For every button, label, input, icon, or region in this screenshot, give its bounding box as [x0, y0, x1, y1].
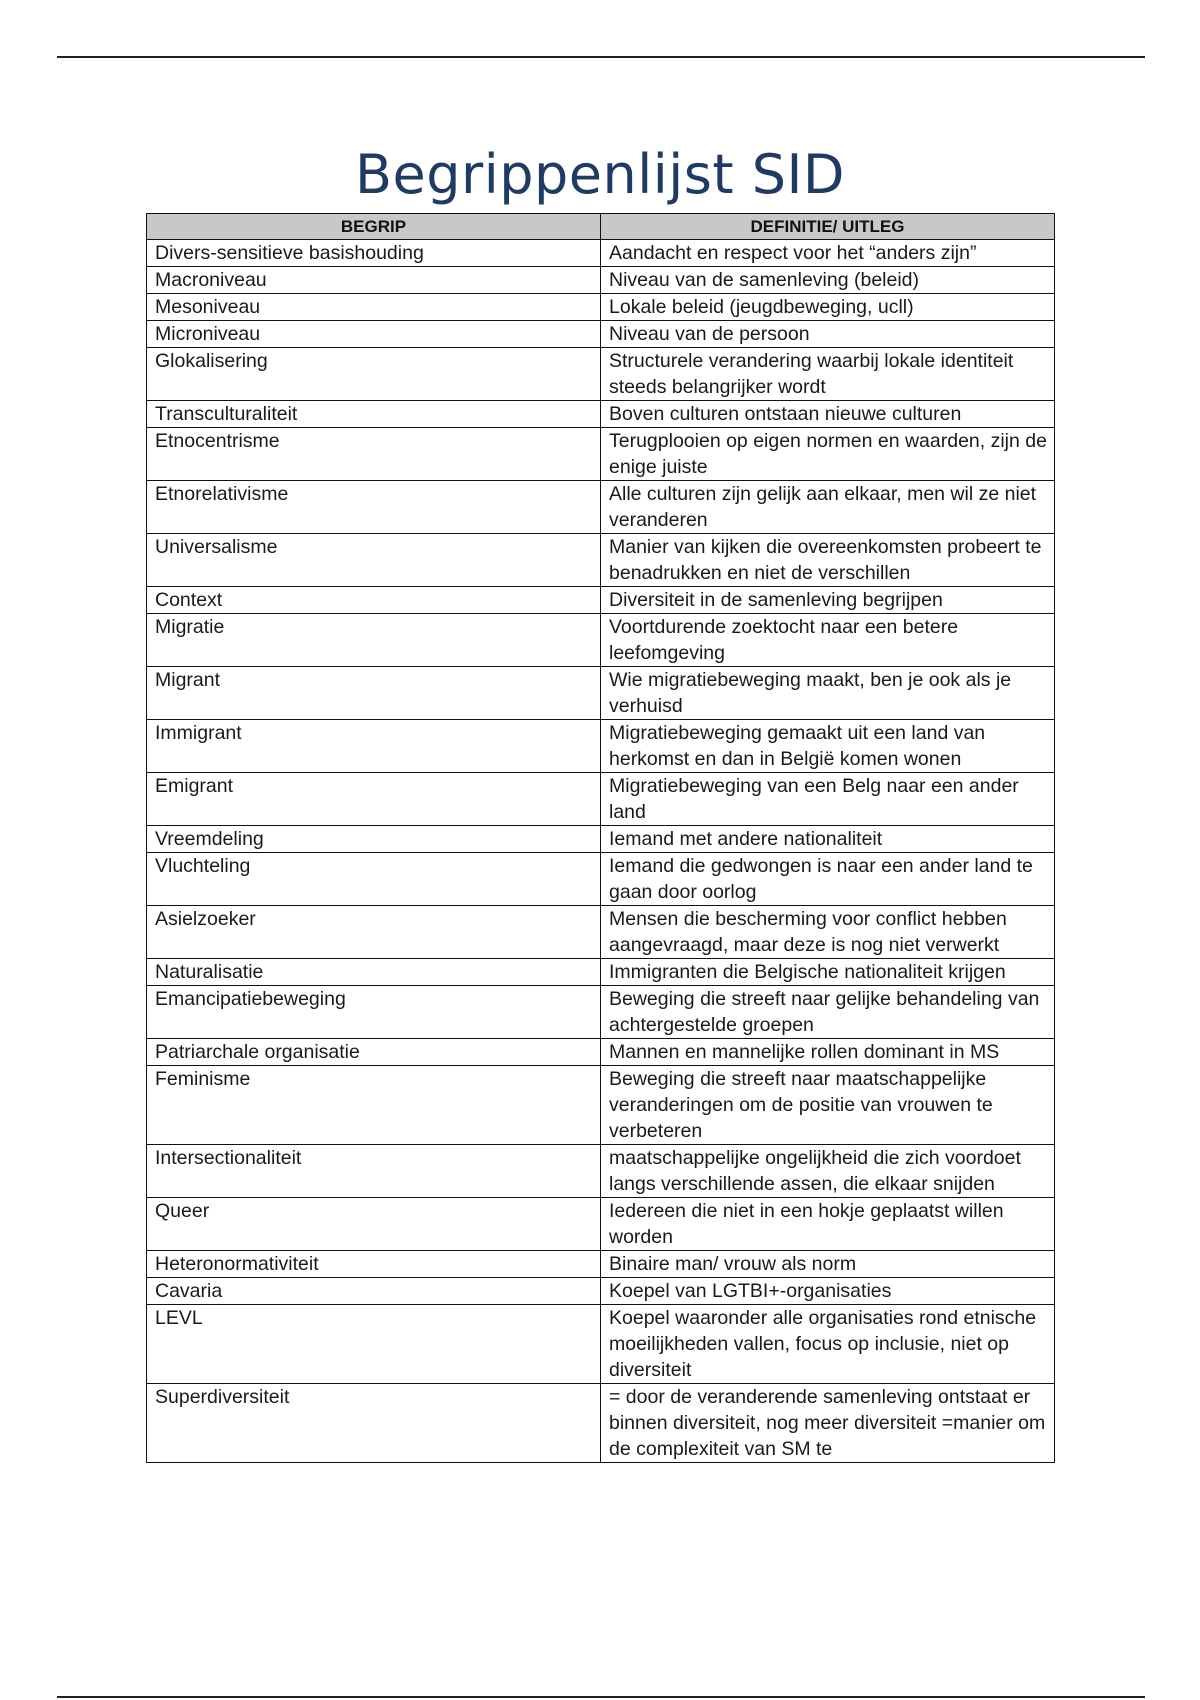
table-row: [147, 1305, 1055, 1384]
term-cell: Asielzoeker: [147, 906, 601, 959]
term-cell: Transculturaliteit: [147, 401, 601, 428]
table-row: [147, 959, 1055, 986]
term-cell: Mesoniveau: [147, 294, 601, 321]
table-row: [147, 294, 1055, 321]
table-row: [147, 667, 1055, 720]
definition-cell: Mensen die bescherming voor conflict hebben aangevraagd, maar deze is nog niet verwerkt: [601, 906, 1055, 959]
definition-cell: Koepel van LGTBI+-organisaties: [601, 1278, 1055, 1305]
table-row: [147, 481, 1055, 534]
table-row: [147, 401, 1055, 428]
definition-cell: Immigranten die Belgische nationaliteit krijgen: [601, 959, 1055, 986]
table-row: [147, 1278, 1055, 1305]
definition-cell: Structurele verandering waarbij lokale identiteit steeds belangrijker wordt: [601, 348, 1055, 401]
table-row: [147, 1384, 1055, 1463]
definition-cell: Boven culturen ontstaan nieuwe culturen: [601, 401, 1055, 428]
table-row: [147, 986, 1055, 1039]
term-cell: Heteronormativiteit: [147, 1251, 601, 1278]
definition-cell: Voortdurende zoektocht naar een betere leefomgeving: [601, 614, 1055, 667]
term-cell: Superdiversiteit: [147, 1384, 601, 1463]
definition-cell: Lokale beleid (jeugdbeweging, ucll): [601, 294, 1055, 321]
definition-cell: Niveau van de samenleving (beleid): [601, 267, 1055, 294]
definition-cell: Niveau van de persoon: [601, 321, 1055, 348]
table-header-row: [147, 214, 1055, 240]
term-cell: Glokalisering: [147, 348, 601, 401]
table-row: [147, 1251, 1055, 1278]
definition-cell: Migratiebeweging van een Belg naar een ander land: [601, 773, 1055, 826]
definition-cell: Beweging die streeft naar maatschappelijke veranderingen om de positie van vrouwen te verbeteren: [601, 1066, 1055, 1145]
term-cell: Emigrant: [147, 773, 601, 826]
table-row: [147, 428, 1055, 481]
term-cell: Cavaria: [147, 1278, 601, 1305]
column-header-definition: DEFINITIE/ UITLEG: [601, 214, 1055, 240]
term-cell: Context: [147, 587, 601, 614]
term-cell: Etnocentrisme: [147, 428, 601, 481]
table-row: [147, 826, 1055, 853]
table-row: [147, 321, 1055, 348]
term-cell: Migrant: [147, 667, 601, 720]
table-row: [147, 906, 1055, 959]
term-cell: Universalisme: [147, 534, 601, 587]
table-row: [147, 1145, 1055, 1198]
term-cell: Migratie: [147, 614, 601, 667]
term-cell: Etnorelativisme: [147, 481, 601, 534]
term-cell: Microniveau: [147, 321, 601, 348]
table-row: [147, 240, 1055, 267]
header-rule: [57, 56, 1145, 58]
table-row: [147, 614, 1055, 667]
term-cell: Emancipatiebeweging: [147, 986, 601, 1039]
term-cell: Intersectionaliteit: [147, 1145, 601, 1198]
term-cell: Queer: [147, 1198, 601, 1251]
table-row: [147, 267, 1055, 294]
table-row: [147, 773, 1055, 826]
definition-cell: Mannen en mannelijke rollen dominant in MS: [601, 1039, 1055, 1066]
term-cell: Patriarchale organisatie: [147, 1039, 601, 1066]
table-row: [147, 1198, 1055, 1251]
term-cell: Naturalisatie: [147, 959, 601, 986]
table-row: [147, 1039, 1055, 1066]
definition-cell: Diversiteit in de samenleving begrijpen: [601, 587, 1055, 614]
page-title: Begrippenlijst SID: [354, 143, 846, 206]
definition-cell: Iedereen die niet in een hokje geplaatst willen worden: [601, 1198, 1055, 1251]
table-row: [147, 853, 1055, 906]
term-cell: LEVL: [147, 1305, 601, 1384]
definition-cell: Iemand met andere nationaliteit: [601, 826, 1055, 853]
definition-cell: Manier van kijken die overeenkomsten probeert te benadrukken en niet de verschillen: [601, 534, 1055, 587]
table-row: [147, 1066, 1055, 1145]
term-cell: Macroniveau: [147, 267, 601, 294]
definition-cell: Migratiebeweging gemaakt uit een land van herkomst en dan in België komen wonen: [601, 720, 1055, 773]
glossary-body: [147, 240, 1055, 1463]
table-row: [147, 348, 1055, 401]
definition-cell: Aandacht en respect voor het “anders zijn”: [601, 240, 1055, 267]
footer-rule: [57, 1696, 1145, 1698]
table-row: [147, 587, 1055, 614]
term-cell: Immigrant: [147, 720, 601, 773]
definition-cell: Iemand die gedwongen is naar een ander land te gaan door oorlog: [601, 853, 1055, 906]
definition-cell: maatschappelijke ongelijkheid die zich voordoet langs verschillende assen, die elkaar snijden: [601, 1145, 1055, 1198]
table-row: [147, 720, 1055, 773]
definition-cell: Koepel waaronder alle organisaties rond etnische moeilijkheden vallen, focus op inclusie, niet op diversiteit: [601, 1305, 1055, 1384]
definition-cell: Binaire man/ vrouw als norm: [601, 1251, 1055, 1278]
glossary-table: [146, 213, 1055, 1463]
column-header-term: BEGRIP: [147, 214, 601, 240]
definition-cell: Terugplooien op eigen normen en waarden, zijn de enige juiste: [601, 428, 1055, 481]
definition-cell: Alle culturen zijn gelijk aan elkaar, men wil ze niet veranderen: [601, 481, 1055, 534]
table-row: [147, 534, 1055, 587]
term-cell: Vreemdeling: [147, 826, 601, 853]
term-cell: Feminisme: [147, 1066, 601, 1145]
term-cell: Divers-sensitieve basishouding: [147, 240, 601, 267]
definition-cell: = door de veranderende samenleving ontstaat er binnen diversiteit, nog meer diversiteit =manier om de complexiteit van SM te: [601, 1384, 1055, 1463]
definition-cell: Beweging die streeft naar gelijke behandeling van achtergestelde groepen: [601, 986, 1055, 1039]
term-cell: Vluchteling: [147, 853, 601, 906]
definition-cell: Wie migratiebeweging maakt, ben je ook als je verhuisd: [601, 667, 1055, 720]
